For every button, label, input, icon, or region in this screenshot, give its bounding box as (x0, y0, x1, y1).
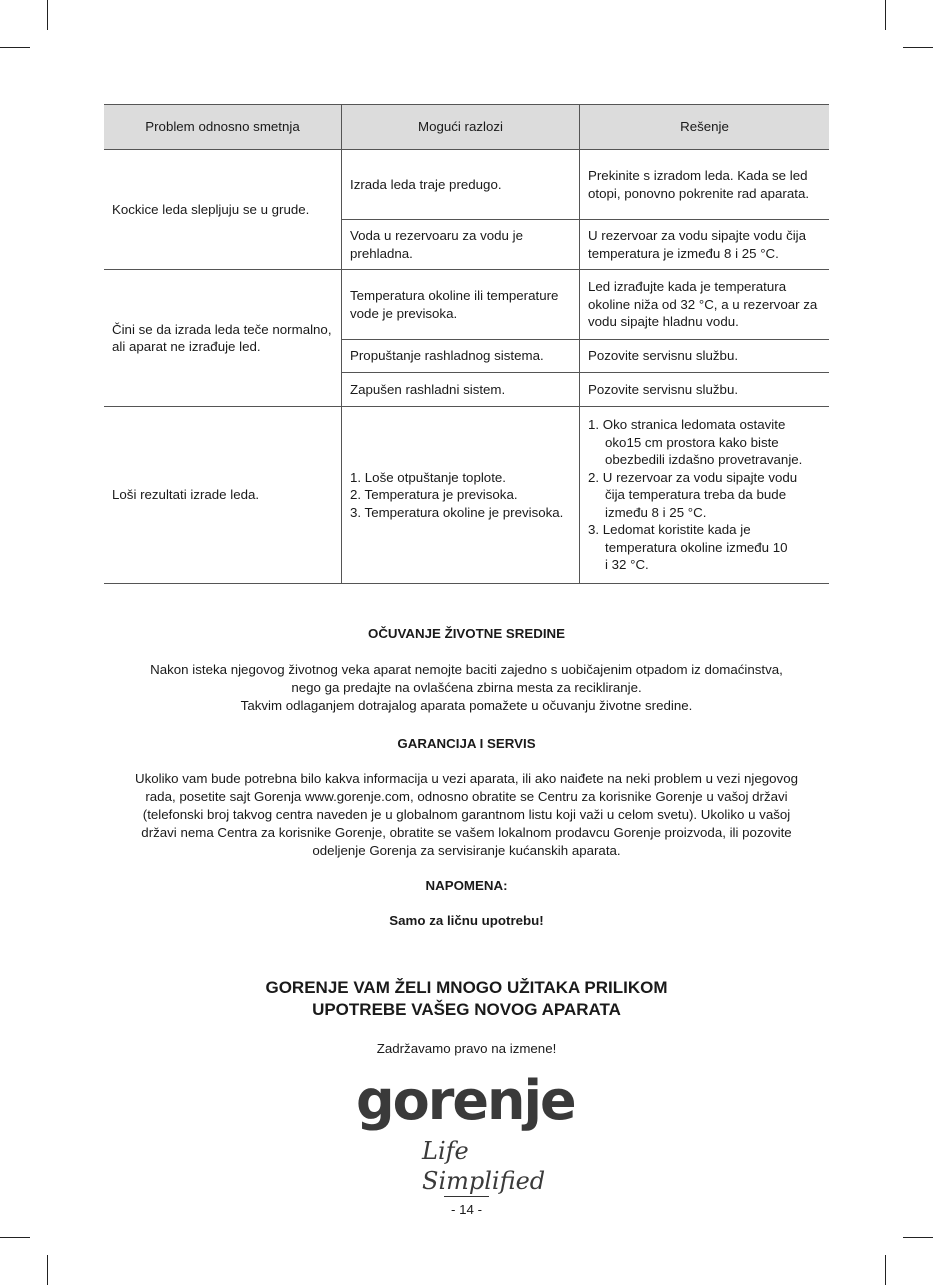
text-line: odeljenje Gorenja za servisiranje kućanskih aparata. (312, 843, 621, 858)
logo-brand: gorenje (356, 1069, 575, 1132)
list-item-text: i 32 °C. (605, 557, 649, 573)
crop-mark (0, 47, 30, 48)
solution-list (588, 416, 821, 574)
table-header-row (104, 105, 829, 150)
problem-cell: Čini se da izrada leda teče normalno, ali aparat ne izrađuje led. (104, 270, 342, 407)
warranty-text (0, 770, 933, 860)
gorenje-logo (356, 1069, 576, 1195)
solution-cell: U rezervoar za vodu sipajte vodu čija temperatura je između 8 i 25 °C. (580, 220, 830, 270)
closing-line: GORENJE VAM ŽELI MNOGO UŽITAKA PRILIKOM (265, 978, 668, 997)
crop-mark (903, 1237, 933, 1238)
crop-mark (47, 1255, 48, 1285)
solution-cell: Prekinite s izradom leda. Kada se led otopi, ponovno pokrenite rad aparata. (580, 150, 830, 220)
cause-cell: Izrada leda traje predugo. (342, 150, 580, 220)
closing-line: UPOTREBE VAŠEG NOVOG APARATA (312, 1000, 621, 1019)
note-heading: NAPOMENA: (425, 878, 508, 893)
problem-cell: Loši rezultati izrade leda. (104, 407, 342, 584)
list-item (588, 469, 821, 522)
list-item: 3. Temperatura okoline je previsoka. (350, 504, 564, 520)
cause-cell: Voda u rezervoaru za vodu je prehladna. (342, 220, 580, 270)
list-item (588, 416, 821, 469)
header-problem: Problem odnosno smetnja (104, 105, 342, 150)
closing-message (0, 977, 933, 1021)
warranty-heading: GARANCIJA I SERVIS (397, 736, 536, 751)
solution-cell: Led izrađujte kada je temperatura okoline niža od 32 °C, a u rezervoar za vodu sipajte hladnu vodu. (580, 270, 830, 340)
solution-cell: Pozovite servisnu službu. (580, 340, 830, 373)
cause-cell: Propuštanje rashladnog sistema. (342, 340, 580, 373)
cause-cell: Temperatura okoline ili temperature vode je previsoka. (342, 270, 580, 340)
list-item-text: između 8 i 25 °C. (605, 504, 707, 520)
list-item-text: čija temperatura treba da bude (605, 487, 787, 503)
table-row (104, 150, 829, 220)
cause-cell: Zapušen rashladni sistem. (342, 373, 580, 407)
text-line: rada, posetite sajt Gorenja www.gorenje.com, odnosno obratite se Centru za korisnike Gorenje u vašoj državi (145, 789, 788, 804)
solution-cell: Pozovite servisnu službu. (580, 373, 830, 407)
text-line: Ukoliko vam bude potrebna bilo kakva informacija u vezi aparata, ili ako naiđete na neki problem u vezi njegovog (134, 771, 798, 786)
header-causes: Mogući razlozi (342, 105, 580, 150)
list-item-text: 3. Ledomat koristite kada je (588, 522, 751, 538)
list-item: 2. Temperatura je previsoka. (350, 487, 518, 503)
problem-cell: Kockice leda slepljuju se u grude. (104, 150, 342, 270)
list-item (588, 521, 821, 574)
list-item-text: 1. Oko stranica ledomata ostavite (588, 417, 786, 433)
list-item-text: temperatura okoline između 10 (605, 539, 788, 555)
table-row (104, 407, 829, 584)
text-line: nego ga predajte na ovlašćena zbirna mesta za recikliranje. (291, 680, 642, 695)
page-number: - 14 - (450, 1202, 483, 1217)
crop-mark (903, 47, 933, 48)
cause-cell (342, 407, 580, 584)
environment-heading: OČUVANJE ŽIVOTNE SREDINE (367, 626, 566, 641)
text-line: državi nema Centra za korisnike Gorenje, obratite se vašem lokalnom prodavcu Gorenje proizvoda, ili pozovite (141, 825, 792, 840)
header-solution: Rešenje (580, 105, 830, 150)
crop-mark (885, 1255, 886, 1285)
crop-mark (0, 1237, 30, 1238)
environment-text (0, 661, 933, 715)
solution-cell (580, 407, 830, 584)
list-item-text: oko15 cm prostora kako biste (605, 434, 779, 450)
note-text: Samo za ličnu upotrebu! (389, 913, 544, 928)
crop-mark (885, 0, 886, 30)
text-line: Nakon isteka njegovog životnog veka aparat nemojte baciti zajedno s uobičajenim otpadom iz domaćinstva, (150, 662, 783, 677)
cause-list (350, 469, 571, 522)
troubleshooting-table (104, 104, 829, 584)
logo-tagline: Life Simplified (422, 1137, 546, 1195)
page-number-rule (444, 1196, 489, 1197)
table-row (104, 270, 829, 340)
list-item: 1. Loše otpuštanje toplote. (350, 469, 506, 485)
crop-mark (47, 0, 48, 30)
text-line: Takvim odlaganjem dotrajalog aparata pomažete u očuvanju životne sredine. (240, 698, 693, 713)
list-item-text: obezbedili izdašno provetravanje. (605, 452, 803, 468)
rights-reserved: Zadržavamo pravo na izmene! (376, 1041, 557, 1056)
list-item-text: 2. U rezervoar za vodu sipajte vodu (588, 469, 798, 485)
text-line: (telefonski broj takvog centra naveden je u globalnom garantnom listu koji važi u celom svetu). Ukoliko u vašoj (142, 807, 791, 822)
